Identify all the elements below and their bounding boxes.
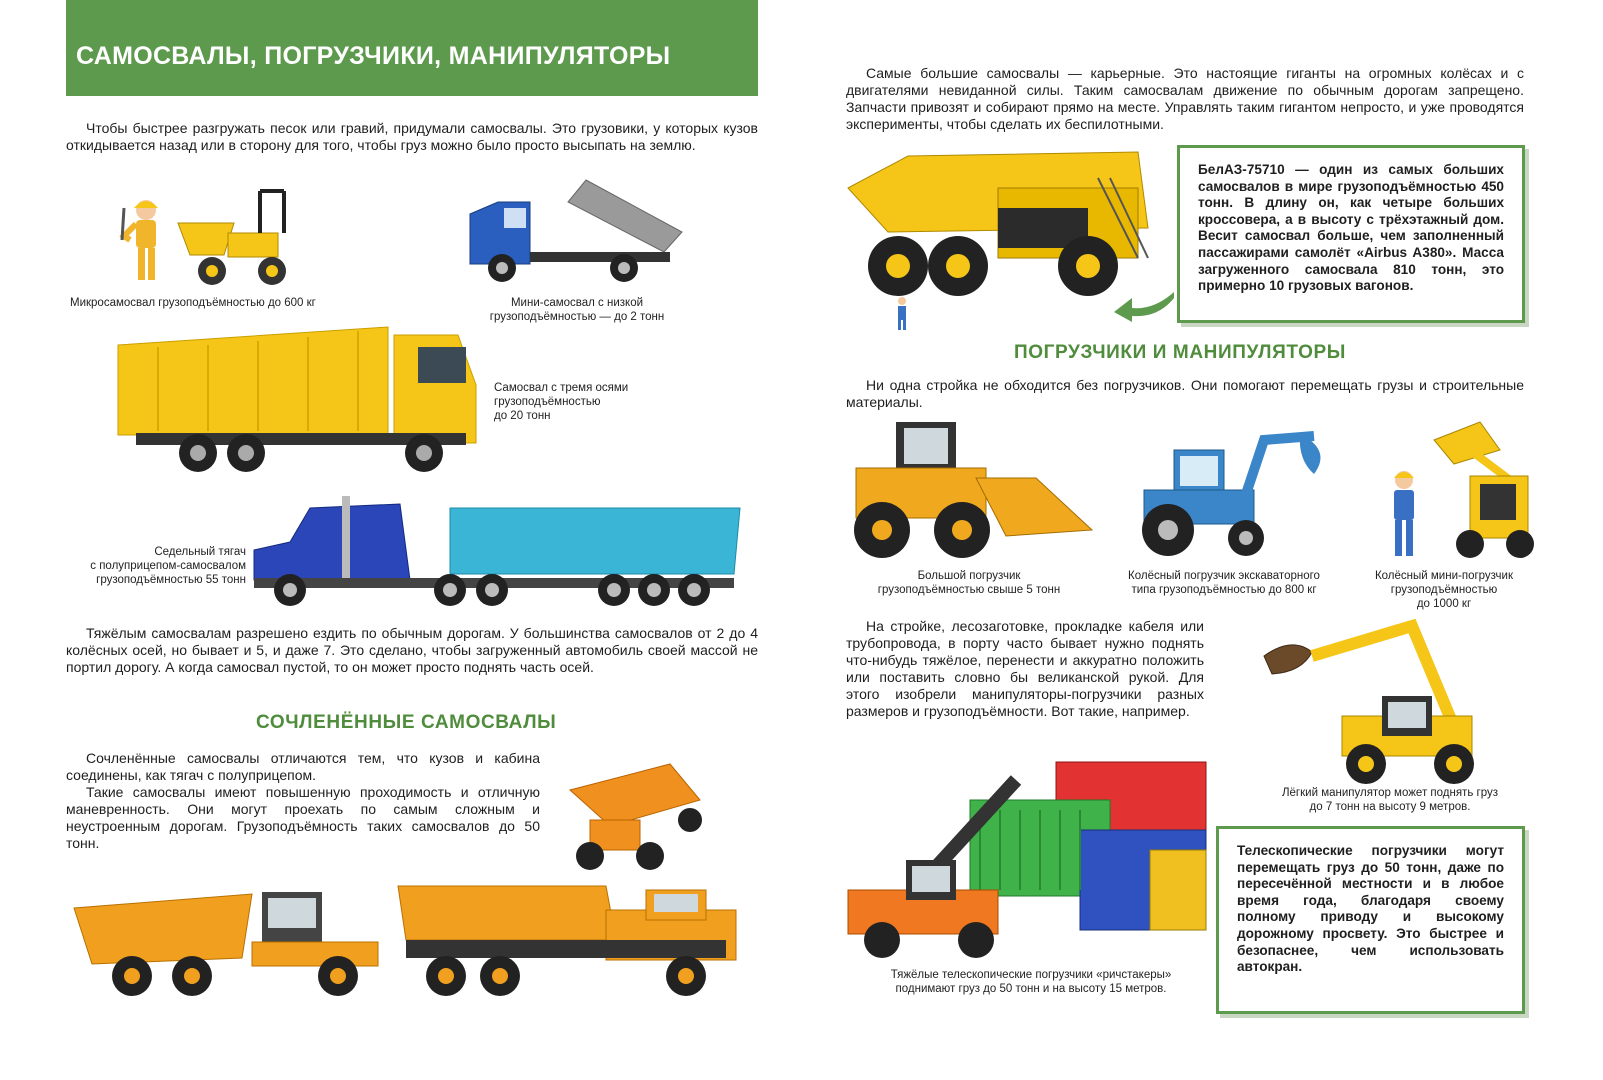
articulated-paragraph: Сочленённые самосвалы отличаются тем, что кузов и кабина соединены, как тягач с полуприцепом. Такие самосвалы имеют повышенную проходимость и отличную маневренность. Они могут проехать по самым сложным и неустроенным дорогам. Грузоподъёмность таких самосвалов до 50 тонн. [66,750,540,851]
articulated-dumper-icon [72,888,384,998]
telescopic-info-box: Телескопические погрузчики могут перемещать груз до 50 тонн, даже по пересечённой местности и в любое время года, благодаря своему полному приводу и высокому дорожному просвету. Это быстрее и безопаснее, чем использовать автокран. [1216,826,1525,1014]
mini-loader-caption: Колёсный мини-погрузчик грузоподъёмностью до 1000 кг [1374,570,1514,610]
worker-icon [1384,468,1424,560]
mini-dump-truck-caption: Мини-самосвал с низкой грузоподъёмностью — до 2 тонн [489,297,665,323]
backhoe-loader-icon [1134,430,1334,562]
micro-dumper-caption: Микросамосвал грузоподъёмностью до 600 кг [70,297,316,309]
worker-icon [894,296,910,332]
arrow-icon [1114,290,1174,322]
intro-paragraph: Чтобы быстрее разгружать песок или гравий, придумали самосвалы. Это грузовики, у которых кузов откидывается назад или в сторону для того, чтобы груз можно было просто высыпать на землю. [66,120,758,153]
articulated-heading: СОЧЛЕНЁННЫЕ САМОСВАЛЫ [256,712,557,733]
quarry-paragraph: Самые большие самосвалы — карьерные. Это настоящие гиганты на огромных колёсах и с двигателями невиданной силы. Таким самосвалам движение по обычным дорогам запрещено. Запчасти привозят и собирают прямо на месте. Управлять таким гигантом непросто, и уже проводятся эксперименты, чтобы сделать их беспилотными. [846,65,1524,132]
micro-dumper-icon [176,183,298,291]
semi-tractor-caption: Седельный тягач с полуприцепом-самосвалом грузоподъёмностью 55 тонн [90,546,246,586]
wheel-loader-icon [846,418,1092,562]
heavy-trucks-paragraph: Тяжёлым самосвалам разрешено ездить по обычным дорогам. У большинства самосвалов от 2 до 4 колёсных осей, но бывает и 5, и даже 7. Это сделано, чтобы загруженный автомобиль своей массой не портил дорогу. А когда самосвал пустой, то он может просто поднять часть осей. [66,625,758,675]
belaz-truck-icon [848,148,1168,308]
three-axle-dump-truck-icon [118,325,480,475]
mini-dump-truck-icon [468,172,688,288]
telehandler-icon [1262,616,1498,786]
telehandler-caption: Лёгкий манипулятор может поднять груз до 7 тонн на высоту 9 метров. [1281,787,1498,813]
page-title: САМОСВАЛЫ, ПОГРУЗЧИКИ, МАНИПУЛЯТОРЫ [76,42,671,70]
reach-stacker-icon [846,760,1076,960]
three-axle-caption: Самосвал с тремя осями грузоподъёмностью до 20 тонн [494,382,629,422]
articulated-dumper-icon [396,880,740,1000]
articulated-dumper-icon [550,760,730,875]
loaders-heading: ПОГРУЗЧИКИ И МАНИПУЛЯТОРЫ [1014,342,1346,363]
belaz-info-box: БелАЗ-75710 — один из самых больших самосвалов в мире грузоподъёмностью 450 тонн. В длину он, как четыре больших кроссовера, а в высоту с трёхэтажный дом. Весит самосвал больше, чем заполненный пассажирами самолёт «Airbus A380». Масса загруженного самосвала 810 тонн, это примерно 10 грузовых вагонов. [1177,145,1525,323]
manipulators-paragraph: На стройке, лесозаготовке, прокладке кабеля или трубопровода, в порту часто бывает нужно поднять что-нибудь тяжёлое, перенести и аккуратно положить или поставить словно бы великанской рукой. Для этого изобрели манипуляторы-погрузчики разных размеров и грузоподъёмности. Вот такие, например. [846,618,1204,719]
worker-icon [118,196,178,286]
loaders-paragraph: Ни одна стройка не обходится без погрузчиков. Они помогают перемещать грузы и строительные материалы. [846,377,1524,410]
backhoe-caption: Колёсный погрузчик экскаваторного типа грузоподъёмностью до 800 кг [1128,570,1320,596]
wheel-loader-caption: Большой погрузчик грузоподъёмностью свыше 5 тонн [877,570,1061,596]
semi-tractor-icon [250,490,750,610]
mini-loader-icon [1430,420,1534,560]
reach-stacker-caption: Тяжёлые телескопические погрузчики «ричстакеры» поднимают груз до 50 тонн и на высоту 15 метров. [890,969,1172,995]
